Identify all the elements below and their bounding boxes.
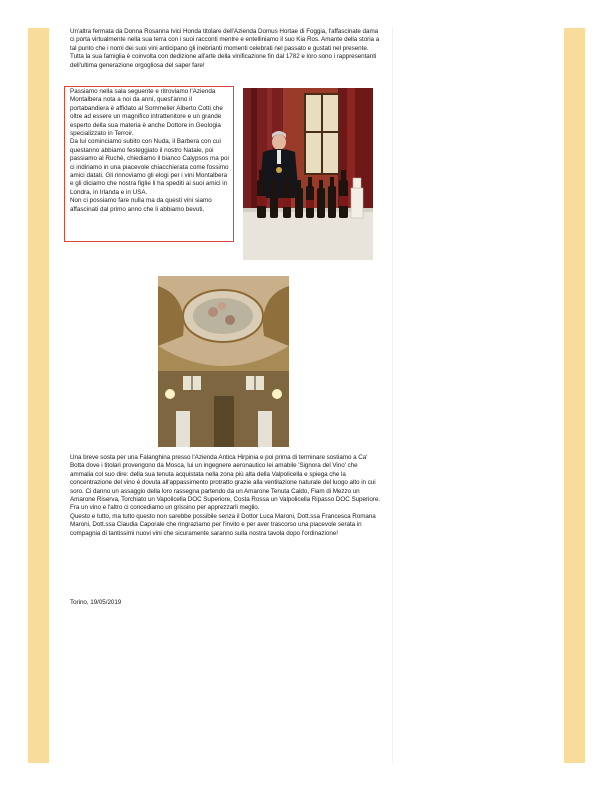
sommelier-photo (243, 88, 373, 260)
intro-paragraph: Un'altra fermata da Donna Rosanna Ivici Honda titolare dell'Azienda Domus Hortae di Foggia, l'affascinate dama ci porta virtualmente nella sua terra con i suoi racconti mentre e entelliniamo il suo Kia Ros. Amante della storia a tal punto che i nomi dei suoi vini anticipano gli inebrianti momenti celebrati nel passato e gustati nel presente. (70, 28, 380, 52)
closing-text (70, 454, 382, 538)
boxed-paragraph: Passiamo nella sala seguente e ritroviamo l'Azienda Montalbera nota a noi da anni, quest'anno il portabandiera è affidato al Sommelier Alberto Cotti che oltre ad essere un magnifico intrattenitore e un grande esperto della sua materia è anche Dottore in Geologia specializzato in Terroir. (70, 88, 223, 138)
date-signoff: Torino, 19/05/2019 (70, 599, 122, 606)
page-divider (392, 28, 393, 763)
closing-paragraph: Una breve sosta per una Falanghina presso l'Azienda Antica Hirpinia e poi prima di terminare sostiamo a Ca' Botta dove i titolari provengono da Mosca, lui un ingegnere aeronautico lei amabile 'Signora del Vino' che ammalia col suo dire: della sua tenuta acquistata nella zona più alta della Valpolicella e spiega che la concentrazione del vino è dovuta all'appassimento protratto grazie alla ventilazione naturale del luogo alto in cui soro. Ci danno un assaggio della loro rassegna partendo da un Amarone Tenuta Caldo, Fiam di Mezzo un Amarone Riserva, Torchiato un Vapolicella DOC Superiore, Costa Rossa un Valpolicella Ripasso DOC Superiore. Fra un vino e l'altro ci concediamo un grissino per apprezzarli meglio. (70, 454, 380, 512)
right-margin-stripe (564, 28, 585, 763)
boxed-paragraph: Non ci possiamo fare nulla ma da questi vini siamo affascinati dal primo anno che li abbiamo bevuti. (70, 197, 212, 213)
left-margin-stripe (28, 28, 49, 763)
closing-paragraph: Questo e tutto, ma tutto questo non sarebbe possibile senza il Dottor Luca Maroni, Dott.ssa Francesca Romana Maroni, Dott.ssa Claudia Caporale che ringraziamo per l'invito e per aver trascorso una piacevole serata in compagnia di tantissimi nuovi vini che sicuramente saranno sulla nostra tavola dopo l'ordinazione! (70, 512, 376, 537)
ceiling-fresco-photo (158, 276, 289, 447)
intro-text (70, 28, 380, 70)
intro-paragraph: Tutta la sua famiglia è coinvolta con dedizione all'arte della vinificazione fin dal 1782 e loro sono i rappresentanti dell'ultima generazione orgogliosa del saper fare! (70, 53, 377, 69)
highlighted-text-box (64, 86, 234, 242)
boxed-paragraph: Da lui cominciamo subito con Nuda, il Barbera con cui questanno abbiamo festeggiato il nostro Natale, poi passiamo al Ruchè, chiediamo il bianco Calypsos ma poi ci indiriamo in una piacevole chiacchierata come fossimo amici datati. Gli rinnoviamo gli elogi per i vini Montalbera e gli diciamo che nostra figlie li ha spediti ai suoi amici in Londra, in Irlanda e in USA. (70, 138, 229, 196)
